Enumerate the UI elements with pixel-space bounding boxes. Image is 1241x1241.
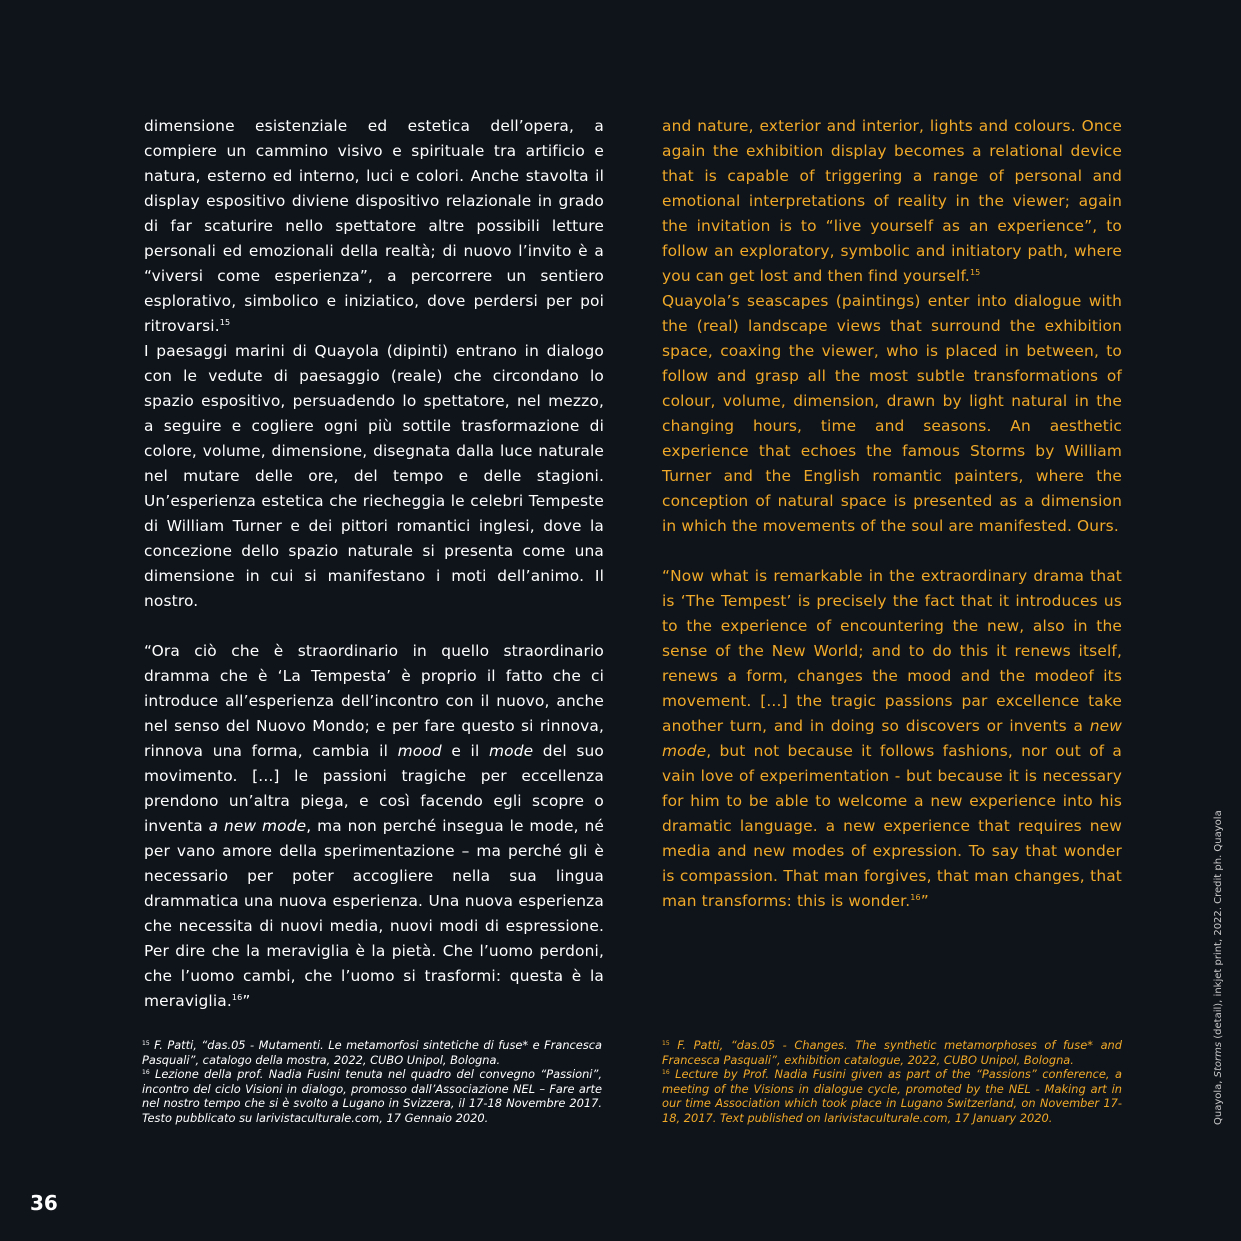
footnote-15: $^{15}$ F. Patti, “das.05 - Changes. The synthetic metamorphoses of fuse* and Francesca Pasquali”, exhibition catalogue, 2022, CUBO Unipol, Bologna.: [662, 1038, 1122, 1067]
italian-column: [144, 114, 604, 1014]
italian-footnotes: [142, 1038, 602, 1125]
footnote-ref-15: 15: [969, 268, 981, 277]
english-quote: “Now what is remarkable in the extraordinary drama that is ‘The Tempest’ is precisely the fact that it introduces us to the experience of encountering the new, also in the sense of the New World; and to do this it renews itself, renews a form, changes the mood and the modeof its movement. [...] the tragic passions par excellence take another turn, and in doing so discovers or invents a new mode, but not because it follows fashions, nor out of a vain love of experimentation - but because it is necessary for him to be able to welcome a new experience into his dramatic language. a new experience that requires new media and new modes of expression. To say that wonder is compassion. That man forgives, that man changes, that man transforms: this is wonder.$^{16}$”: [662, 567, 1122, 910]
italian-paragraph-1: dimensione esistenziale ed estetica dell’opera, a compiere un cammino visivo e spirituale tra artificio e natura, esterno ed interno, luci e colori. Anche stavolta il display espositivo diviene dispositivo relazionale in grado di far scaturire nello spettatore altre possibili letture personali ed emozionali della realtà; di nuovo l’invito è a “viversi come esperienza”, a percorrere un sentiero esplorativo, simbolico e iniziatico, dove perdersi per poi ritrovarsi.$^{15}$: [144, 117, 604, 335]
english-paragraph-2: Quayola’s seascapes (paintings) enter into dialogue with the (real) landscape views that surround the exhibition space, coaxing the viewer, who is placed in between, to follow and grasp all the most subtle transformations of colour, volume, dimension, drawn by light natural in the changing hours, time and seasons. An aesthetic experience that echoes the famous Storms by William Turner and the English romantic painters, where the conception of natural space is presented as a dimension in which the movements of the soul are manifested. Ours.: [662, 292, 1122, 535]
image-credit: Quayola, Storms (detail), inkjet print, 2022. Credit ph. Quayola: [1213, 810, 1224, 1125]
footnote-16: $^{16}$ Lezione della prof. Nadia Fusini tenuta nel quadro del convegno “Passioni”, incontro del ciclo Visioni in dialogo, promosso dall’Associazione NEL – Fare arte nel nostro tempo che si è svolto a Lugano in Svizzera, il 17-18 Novembre 2017. Testo pubblicato su larivistaculturale.com, 17 Gennaio 2020.: [142, 1067, 602, 1125]
italian-quote: “Ora ciò che è straordinario in quello straordinario dramma che è ‘La Tempesta’ è proprio il fatto che ci introduce all’esperienza dell’incontro con il nuovo, anche nel senso del Nuovo Mondo; e per fare questo si rinnova, rinnova una forma, cambia il mood e il mode del suo movimento. [...] le passioni tragiche per eccellenza prendono un’altra piega, e così facendo egli scopre o inventa a new mode, ma non perché insegua le mode, né per vano amore della sperimentazione – ma perché gli è necessario per poter accogliere nella sua lingua drammatica una nuova esperienza. Una nuova esperienza che necessita di nuovi media, nuovi modi di espressione. Per dire che la meraviglia è la pietà. Che l’uomo perdoni, che l’uomo cambi, che l’uomo si trasformi: questa è la meraviglia.$^{16}$”: [144, 642, 604, 1010]
english-footnotes: [662, 1038, 1122, 1125]
footnote-ref-15: 15: [219, 318, 231, 327]
english-paragraph-1: and nature, exterior and interior, lights and colours. Once again the exhibition display becomes a relational device that is capable of triggering a range of personal and emotional interpretations of reality in the viewer; again the invitation is to “live yourself as an experience”, to follow an exploratory, symbolic and initiatory path, where you can get lost and then find yourself.$^{15}$: [662, 117, 1122, 285]
page-number: 36: [30, 1191, 58, 1215]
italian-paragraph-2: I paesaggi marini di Quayola (dipinti) entrano in dialogo con le vedute di paesaggio (reale) che circondano lo spazio espositivo, persuadendo lo spettatore, nel mezzo, a seguire e cogliere ogni più sottile trasformazione di colore, volume, dimensione, disegnata dalla luce naturale nel mutare delle ore, del tempo e delle stagioni. Un’esperienza estetica che riecheggia le celebri Tempeste di William Turner e dei pittori romantici inglesi, dove la concezione dello spazio naturale si presenta come una dimensione in cui si manifestano i moti dell’animo. Il nostro.: [144, 342, 604, 610]
footnote-ref-16: 16: [231, 993, 243, 1002]
footnote-ref-16: 16: [910, 893, 921, 902]
footnote-15: $^{15}$ F. Patti, “das.05 - Mutamenti. Le metamorfosi sintetiche di fuse* e Francesca Pasquali”, catalogo della mostra, 2022, CUBO Unipol, Bologna.: [142, 1038, 602, 1067]
footnote-16: $^{16}$ Lecture by Prof. Nadia Fusini given as part of the “Passions” conference, a meeting of the Visions in dialogue cycle, promoted by the NEL - Making art in our time Association which took place in Lugano Switzerland, on November 17-18, 2017. Text published on larivistaculturale.com, 17 January 2020.: [662, 1067, 1122, 1125]
english-column: [662, 114, 1122, 914]
